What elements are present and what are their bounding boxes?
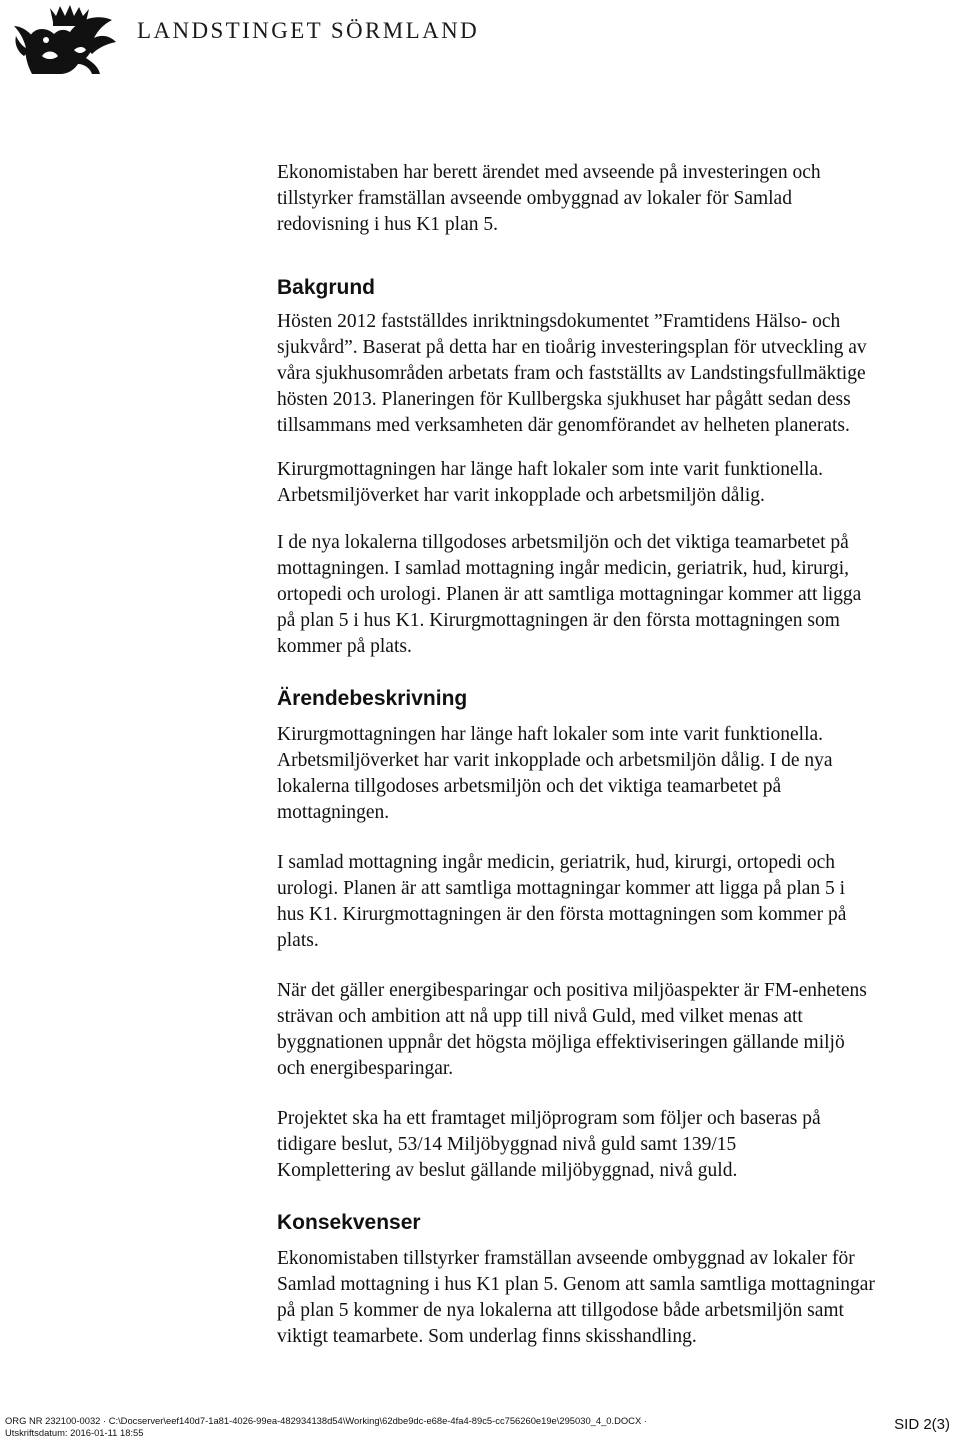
- footer-doc-reference: ORG NR 232100-0032 · C:\Docserver\eef140d7-1a81-4026-99ea-482934138d54\Working\62dbe9dc-e68e-4fa4-89c5-cc756260e19e\295030_4_0.DOCX ·: [5, 1415, 647, 1426]
- bakgrund-paragraph-1: Hösten 2012 fastställdes inriktningsdokumentet ”Framtidens Hälso- och sjukvård”. Baserat på detta har en tioårig investeringsplan för utveckling av våra sjukhusområden arbetats fram och fastställts av Landstingsfullmäktige hösten 2013. Planeringen för Kullbergska sjukhuset har pågått sedan dess tillsammans med verksamheten där genomförandet av helheten planerats.: [277, 311, 867, 436]
- intro-paragraph: Ekonomistaben har berett ärendet med avseende på investeringen och tillstyrker framställan avseende ombyggnad av lokaler för Samlad redovisning i hus K1 plan 5.: [277, 162, 821, 235]
- konsekvenser-paragraph: Ekonomistaben tillstyrker framställan avseende ombyggnad av lokaler för Samlad mottagning i hus K1 plan 5. Genom att samla samtliga mottagningar på plan 5 kommer de nya lokalerna att tillgodose både arbetsmiljön samt viktigt teamarbete. Som underlag finns skisshandling.: [277, 1248, 875, 1347]
- bakgrund-paragraph-3: I de nya lokalerna tillgodoses arbetsmiljön och det viktiga teamarbetet på mottagningen. I samlad mottagning ingår medicin, geriatrik, hud, kirurgi, ortopedi och urologi. Planen är att samtliga mottagningar kommer att ligga på plan 5 i hus K1. Kirurgmottagningen är den första mottagningen som kommer på plats.: [277, 532, 862, 657]
- page-number: SID 2(3): [894, 1416, 950, 1433]
- arende-paragraph-1: Kirurgmottagningen har länge haft lokaler som inte varit funktionella. Arbetsmiljöverket har varit inkopplade och arbetsmiljön dålig. I de nya lokalerna tillgodoses arbetsmiljön och det viktiga teamarbetet på mottagningen.: [277, 724, 833, 823]
- heading-arendebeskrivning: Ärendebeskrivning: [277, 687, 468, 710]
- organization-name: LANDSTINGET SÖRMLAND: [137, 18, 480, 43]
- arende-paragraph-2: I samlad mottagning ingår medicin, geriatrik, hud, kirurgi, ortopedi och urologi. Planen är att samtliga mottagningar kommer att ligga på plan 5 i hus K1. Kirurgmottagningen är den första mottagningen som kommer på plats.: [277, 852, 847, 951]
- arende-paragraph-3: När det gäller energibesparingar och positiva miljöaspekter är FM-enhetens strävan och ambition att nå upp till nivå Guld, med vilket menas att byggnationen uppnår det högsta möjliga effektiviseringen gällande miljö och energibesparingar.: [277, 980, 867, 1079]
- bakgrund-paragraph-2: Kirurgmottagningen har länge haft lokaler som inte varit funktionella. Arbetsmiljöverket har varit inkopplade och arbetsmiljön dålig.: [277, 459, 824, 506]
- footer-print-date: Utskriftsdatum: 2016-01-11 18:55: [5, 1427, 144, 1438]
- arende-paragraph-4: Projektet ska ha ett framtaget miljöprogram som följer och baseras på tidigare beslut, 53/14 Miljöbyggnad nivå guld samt 139/15 Komplettering av beslut gällande miljöbyggnad, nivå guld.: [277, 1108, 821, 1181]
- document-body: [277, 160, 947, 1350]
- heading-bakgrund: Bakgrund: [277, 276, 376, 299]
- crowned-griffin-logo: [12, 4, 122, 78]
- footer-document-info: [5, 1415, 647, 1439]
- heading-konsekvenser: Konsekvenser: [277, 1211, 421, 1234]
